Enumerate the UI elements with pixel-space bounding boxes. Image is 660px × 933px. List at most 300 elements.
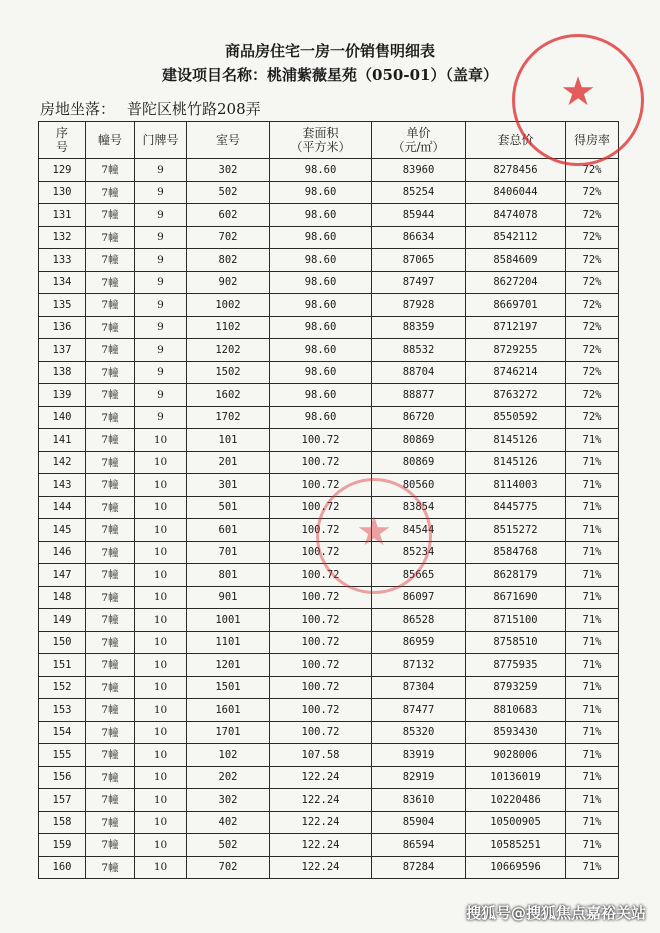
table-cell: 72% — [566, 226, 619, 249]
table-cell: 86720 — [372, 406, 466, 429]
table-cell: 7幢 — [86, 361, 135, 384]
table-cell: 10 — [135, 541, 187, 564]
table-cell: 7幢 — [86, 451, 135, 474]
table-cell: 7幢 — [86, 339, 135, 362]
table-cell: 122.24 — [270, 834, 372, 857]
table-cell: 7幢 — [86, 654, 135, 677]
table-cell: 98.60 — [270, 384, 372, 407]
table-cell: 7幢 — [86, 271, 135, 294]
table-cell: 10 — [135, 766, 187, 789]
table-cell: 98.60 — [270, 181, 372, 204]
table-cell: 98.60 — [270, 361, 372, 384]
table-cell: 155 — [39, 744, 86, 767]
table-cell: 8775935 — [466, 654, 566, 677]
table-cell: 1602 — [187, 384, 270, 407]
table-row — [39, 744, 619, 767]
table-cell: 100.72 — [270, 474, 372, 497]
table-cell: 146 — [39, 541, 86, 564]
table-cell: 8746214 — [466, 361, 566, 384]
table-cell: 601 — [187, 519, 270, 542]
table-cell: 8627204 — [466, 271, 566, 294]
table-cell: 122.24 — [270, 766, 372, 789]
table-cell: 8445775 — [466, 496, 566, 519]
table-cell: 80869 — [372, 429, 466, 452]
table-cell: 143 — [39, 474, 86, 497]
table-cell: 7幢 — [86, 474, 135, 497]
table-cell: 152 — [39, 676, 86, 699]
table-cell: 10 — [135, 834, 187, 857]
table-row — [39, 721, 619, 744]
table-cell: 100.72 — [270, 609, 372, 632]
table-cell: 102 — [187, 744, 270, 767]
table-cell: 100.72 — [270, 564, 372, 587]
table-row — [39, 451, 619, 474]
table-cell: 84544 — [372, 519, 466, 542]
table-cell: 85904 — [372, 811, 466, 834]
table-cell: 7幢 — [86, 429, 135, 452]
table-cell: 7幢 — [86, 789, 135, 812]
table-cell: 132 — [39, 226, 86, 249]
table-cell: 9 — [135, 406, 187, 429]
table-cell: 100.72 — [270, 519, 372, 542]
table-cell: 122.24 — [270, 856, 372, 879]
table-cell: 9 — [135, 361, 187, 384]
table-cell: 87065 — [372, 249, 466, 272]
table-cell: 8729255 — [466, 339, 566, 362]
table-cell: 10 — [135, 429, 187, 452]
table-cell: 83960 — [372, 159, 466, 182]
table-cell: 7幢 — [86, 564, 135, 587]
table-cell: 72% — [566, 339, 619, 362]
table-cell: 9 — [135, 294, 187, 317]
table-cell: 98.60 — [270, 159, 372, 182]
table-cell: 7幢 — [86, 811, 135, 834]
table-cell: 85944 — [372, 204, 466, 227]
table-cell: 7幢 — [86, 699, 135, 722]
table-cell: 10 — [135, 631, 187, 654]
table-cell: 1601 — [187, 699, 270, 722]
table-row — [39, 609, 619, 632]
table-cell: 71% — [566, 789, 619, 812]
table-cell: 134 — [39, 271, 86, 294]
table-cell: 10669596 — [466, 856, 566, 879]
col-area — [270, 122, 372, 159]
table-cell: 138 — [39, 361, 86, 384]
table-cell: 7幢 — [86, 541, 135, 564]
seal-star-icon: ★ — [356, 508, 392, 555]
table-row — [39, 789, 619, 812]
official-seal-faint — [316, 478, 432, 594]
table-cell: 8669701 — [466, 294, 566, 317]
table-cell: 9 — [135, 181, 187, 204]
table-cell: 100.72 — [270, 699, 372, 722]
table-cell: 88704 — [372, 361, 466, 384]
table-cell: 100.72 — [270, 586, 372, 609]
table-cell: 302 — [187, 789, 270, 812]
table-row — [39, 271, 619, 294]
table-cell: 72% — [566, 316, 619, 339]
table-cell: 149 — [39, 609, 86, 632]
table-cell: 156 — [39, 766, 86, 789]
table-cell: 88532 — [372, 339, 466, 362]
table-cell: 72% — [566, 361, 619, 384]
table-cell: 10136019 — [466, 766, 566, 789]
table-row — [39, 294, 619, 317]
table-cell: 702 — [187, 226, 270, 249]
table-cell: 8584768 — [466, 541, 566, 564]
table-cell: 98.60 — [270, 204, 372, 227]
table-cell: 86634 — [372, 226, 466, 249]
table-cell: 7幢 — [86, 249, 135, 272]
table-cell: 100.72 — [270, 721, 372, 744]
table-cell: 8810683 — [466, 699, 566, 722]
table-cell: 71% — [566, 586, 619, 609]
col-total-price: 套总价 — [466, 122, 566, 159]
table-cell: 86959 — [372, 631, 466, 654]
table-row — [39, 159, 619, 182]
table-cell: 10 — [135, 564, 187, 587]
table-cell: 8758510 — [466, 631, 566, 654]
table-cell: 87284 — [372, 856, 466, 879]
table-cell: 7幢 — [86, 384, 135, 407]
table-cell: 71% — [566, 811, 619, 834]
table-cell: 100.72 — [270, 654, 372, 677]
table-cell: 1002 — [187, 294, 270, 317]
table-row — [39, 204, 619, 227]
table-cell: 9 — [135, 271, 187, 294]
table-cell: 98.60 — [270, 271, 372, 294]
document-title: 商品房住宅一房一价销售明细表 — [224, 42, 435, 60]
table-cell: 101 — [187, 429, 270, 452]
table-cell: 141 — [39, 429, 86, 452]
table-cell: 142 — [39, 451, 86, 474]
table-cell: 71% — [566, 429, 619, 452]
table-cell: 71% — [566, 474, 619, 497]
table-cell: 148 — [39, 586, 86, 609]
table-cell: 1001 — [187, 609, 270, 632]
table-cell: 157 — [39, 789, 86, 812]
table-cell: 83854 — [372, 496, 466, 519]
table-cell: 10 — [135, 744, 187, 767]
table-cell: 72% — [566, 294, 619, 317]
table-cell: 71% — [566, 564, 619, 587]
table-row — [39, 766, 619, 789]
table-cell: 122.24 — [270, 789, 372, 812]
table-cell: 98.60 — [270, 226, 372, 249]
table-cell: 151 — [39, 654, 86, 677]
table-row — [39, 811, 619, 834]
table-cell: 130 — [39, 181, 86, 204]
table-cell: 153 — [39, 699, 86, 722]
official-seal — [512, 34, 644, 166]
table-cell: 137 — [39, 339, 86, 362]
table-cell: 10 — [135, 856, 187, 879]
table-cell: 9 — [135, 159, 187, 182]
table-cell: 71% — [566, 451, 619, 474]
table-cell: 802 — [187, 249, 270, 272]
table-cell: 72% — [566, 384, 619, 407]
table-cell: 98.60 — [270, 406, 372, 429]
table-row — [39, 406, 619, 429]
table-row — [39, 654, 619, 677]
property-location — [40, 98, 273, 119]
table-cell: 7幢 — [86, 159, 135, 182]
table-cell: 71% — [566, 699, 619, 722]
table-cell: 154 — [39, 721, 86, 744]
project-name: 建设项目名称：桃浦紫薇星苑（050-01）（盖章） — [162, 66, 498, 84]
table-cell: 7幢 — [86, 226, 135, 249]
table-cell: 1502 — [187, 361, 270, 384]
table-cell: 201 — [187, 451, 270, 474]
table-cell: 86097 — [372, 586, 466, 609]
table-cell: 82919 — [372, 766, 466, 789]
table-cell: 85234 — [372, 541, 466, 564]
table-cell: 7幢 — [86, 586, 135, 609]
table-cell: 502 — [187, 181, 270, 204]
table-cell: 1701 — [187, 721, 270, 744]
table-cell: 87477 — [372, 699, 466, 722]
table-cell: 10500905 — [466, 811, 566, 834]
table-cell: 7幢 — [86, 631, 135, 654]
table-cell: 129 — [39, 159, 86, 182]
table-cell: 10 — [135, 699, 187, 722]
table-cell: 10 — [135, 586, 187, 609]
table-row — [39, 249, 619, 272]
table-cell: 139 — [39, 384, 86, 407]
table-cell: 147 — [39, 564, 86, 587]
table-cell: 7幢 — [86, 721, 135, 744]
table-row — [39, 631, 619, 654]
table-cell: 150 — [39, 631, 86, 654]
table-cell: 10220486 — [466, 789, 566, 812]
table-cell: 10 — [135, 721, 187, 744]
table-cell: 10 — [135, 609, 187, 632]
table-row — [39, 586, 619, 609]
table-cell: 8793259 — [466, 676, 566, 699]
table-cell: 100.72 — [270, 631, 372, 654]
table-cell: 159 — [39, 834, 86, 857]
col-door: 门牌号 — [135, 122, 187, 159]
table-cell: 8406044 — [466, 181, 566, 204]
table-cell: 71% — [566, 856, 619, 879]
table-cell: 8114003 — [466, 474, 566, 497]
table-cell: 71% — [566, 631, 619, 654]
table-cell: 80560 — [372, 474, 466, 497]
table-row — [39, 429, 619, 452]
table-cell: 8145126 — [466, 451, 566, 474]
table-cell: 10 — [135, 451, 187, 474]
table-cell: 72% — [566, 249, 619, 272]
table-cell: 72% — [566, 181, 619, 204]
table-cell: 10 — [135, 496, 187, 519]
table-cell: 7幢 — [86, 316, 135, 339]
table-cell: 72% — [566, 159, 619, 182]
table-cell: 10 — [135, 789, 187, 812]
table-row — [39, 699, 619, 722]
table-cell: 8550592 — [466, 406, 566, 429]
table-cell: 85665 — [372, 564, 466, 587]
table-row — [39, 384, 619, 407]
location-value: 普陀区桃竹路208弄 — [127, 100, 261, 118]
table-cell: 72% — [566, 406, 619, 429]
table-cell: 131 — [39, 204, 86, 227]
table-row — [39, 474, 619, 497]
table-cell: 8628179 — [466, 564, 566, 587]
table-cell: 8712197 — [466, 316, 566, 339]
table-row — [39, 676, 619, 699]
table-row — [39, 316, 619, 339]
table-cell: 302 — [187, 159, 270, 182]
table-cell: 100.72 — [270, 541, 372, 564]
table-cell: 71% — [566, 519, 619, 542]
table-cell: 7幢 — [86, 766, 135, 789]
table-cell: 100.72 — [270, 676, 372, 699]
seal-star-icon: ★ — [560, 69, 596, 116]
table-cell: 1201 — [187, 654, 270, 677]
watermark: 搜狐号@搜狐焦点嘉裕关站 — [465, 904, 646, 922]
table-cell: 9 — [135, 339, 187, 362]
table-cell: 71% — [566, 721, 619, 744]
table-row — [39, 856, 619, 879]
table-cell: 7幢 — [86, 856, 135, 879]
table-cell: 10 — [135, 654, 187, 677]
table-cell: 1501 — [187, 676, 270, 699]
table-cell: 7幢 — [86, 609, 135, 632]
table-cell: 88877 — [372, 384, 466, 407]
col-efficiency: 得房率 — [566, 122, 619, 159]
table-cell: 9 — [135, 204, 187, 227]
table-cell: 160 — [39, 856, 86, 879]
table-cell: 71% — [566, 541, 619, 564]
table-cell: 144 — [39, 496, 86, 519]
table-cell: 98.60 — [270, 339, 372, 362]
table-cell: 7幢 — [86, 204, 135, 227]
table-cell: 72% — [566, 271, 619, 294]
table-cell: 100.72 — [270, 429, 372, 452]
table-cell: 136 — [39, 316, 86, 339]
table-cell: 8763272 — [466, 384, 566, 407]
table-cell: 9 — [135, 226, 187, 249]
table-cell: 1102 — [187, 316, 270, 339]
location-label: 房地坐落： — [40, 100, 116, 118]
table-cell: 98.60 — [270, 249, 372, 272]
table-cell: 71% — [566, 766, 619, 789]
table-cell: 602 — [187, 204, 270, 227]
table-cell: 702 — [187, 856, 270, 879]
table-cell: 140 — [39, 406, 86, 429]
table-cell: 122.24 — [270, 811, 372, 834]
table-cell: 10 — [135, 474, 187, 497]
table-cell: 145 — [39, 519, 86, 542]
table-cell: 1702 — [187, 406, 270, 429]
table-cell: 10 — [135, 811, 187, 834]
table-cell: 87304 — [372, 676, 466, 699]
table-cell: 8278456 — [466, 159, 566, 182]
table-cell: 86594 — [372, 834, 466, 857]
table-cell: 100.72 — [270, 496, 372, 519]
table-cell: 8593430 — [466, 721, 566, 744]
table-cell: 8671690 — [466, 586, 566, 609]
table-cell: 7幢 — [86, 676, 135, 699]
table-cell: 71% — [566, 676, 619, 699]
table-cell: 8474078 — [466, 204, 566, 227]
table-cell: 9028006 — [466, 744, 566, 767]
table-cell: 9 — [135, 316, 187, 339]
table-cell: 8715100 — [466, 609, 566, 632]
table-cell: 1101 — [187, 631, 270, 654]
col-unit-price-label: 单价 （元/㎡） — [392, 126, 445, 154]
table-cell: 88359 — [372, 316, 466, 339]
table-cell: 9 — [135, 384, 187, 407]
table-cell: 133 — [39, 249, 86, 272]
table-cell: 8584609 — [466, 249, 566, 272]
table-cell: 7幢 — [86, 406, 135, 429]
table-cell: 87132 — [372, 654, 466, 677]
table-cell: 8515272 — [466, 519, 566, 542]
table-cell: 98.60 — [270, 316, 372, 339]
table-cell: 107.58 — [270, 744, 372, 767]
table-cell: 701 — [187, 541, 270, 564]
col-building: 幢号 — [86, 122, 135, 159]
table-cell: 502 — [187, 834, 270, 857]
table-cell: 8145126 — [466, 429, 566, 452]
table-cell: 8542112 — [466, 226, 566, 249]
table-row — [39, 834, 619, 857]
table-cell: 71% — [566, 496, 619, 519]
col-area-label: 套面积 （平方米） — [290, 126, 351, 154]
col-seq — [39, 122, 86, 159]
col-room: 室号 — [187, 122, 270, 159]
col-seq-label: 序 号 — [55, 126, 68, 154]
table-cell: 7幢 — [86, 834, 135, 857]
table-cell: 7幢 — [86, 294, 135, 317]
table-cell: 158 — [39, 811, 86, 834]
col-unit-price — [372, 122, 466, 159]
table-cell: 80869 — [372, 451, 466, 474]
table-cell: 87928 — [372, 294, 466, 317]
table-cell: 501 — [187, 496, 270, 519]
table-cell: 71% — [566, 654, 619, 677]
table-cell: 301 — [187, 474, 270, 497]
table-cell: 83919 — [372, 744, 466, 767]
table-cell: 86528 — [372, 609, 466, 632]
table-cell: 71% — [566, 744, 619, 767]
table-cell: 801 — [187, 564, 270, 587]
table-cell: 10 — [135, 676, 187, 699]
table-row — [39, 226, 619, 249]
table-cell: 1202 — [187, 339, 270, 362]
table-cell: 7幢 — [86, 744, 135, 767]
table-row — [39, 181, 619, 204]
table-cell: 9 — [135, 249, 187, 272]
table-cell: 7幢 — [86, 496, 135, 519]
table-cell: 71% — [566, 609, 619, 632]
table-cell: 83610 — [372, 789, 466, 812]
table-cell: 98.60 — [270, 294, 372, 317]
table-cell: 7幢 — [86, 181, 135, 204]
table-cell: 85320 — [372, 721, 466, 744]
table-cell: 135 — [39, 294, 86, 317]
table-cell: 902 — [187, 271, 270, 294]
table-cell: 10585251 — [466, 834, 566, 857]
table-cell: 72% — [566, 204, 619, 227]
table-cell: 10 — [135, 519, 187, 542]
table-cell: 402 — [187, 811, 270, 834]
table-row — [39, 361, 619, 384]
table-cell: 87497 — [372, 271, 466, 294]
table-cell: 7幢 — [86, 519, 135, 542]
table-cell: 85254 — [372, 181, 466, 204]
